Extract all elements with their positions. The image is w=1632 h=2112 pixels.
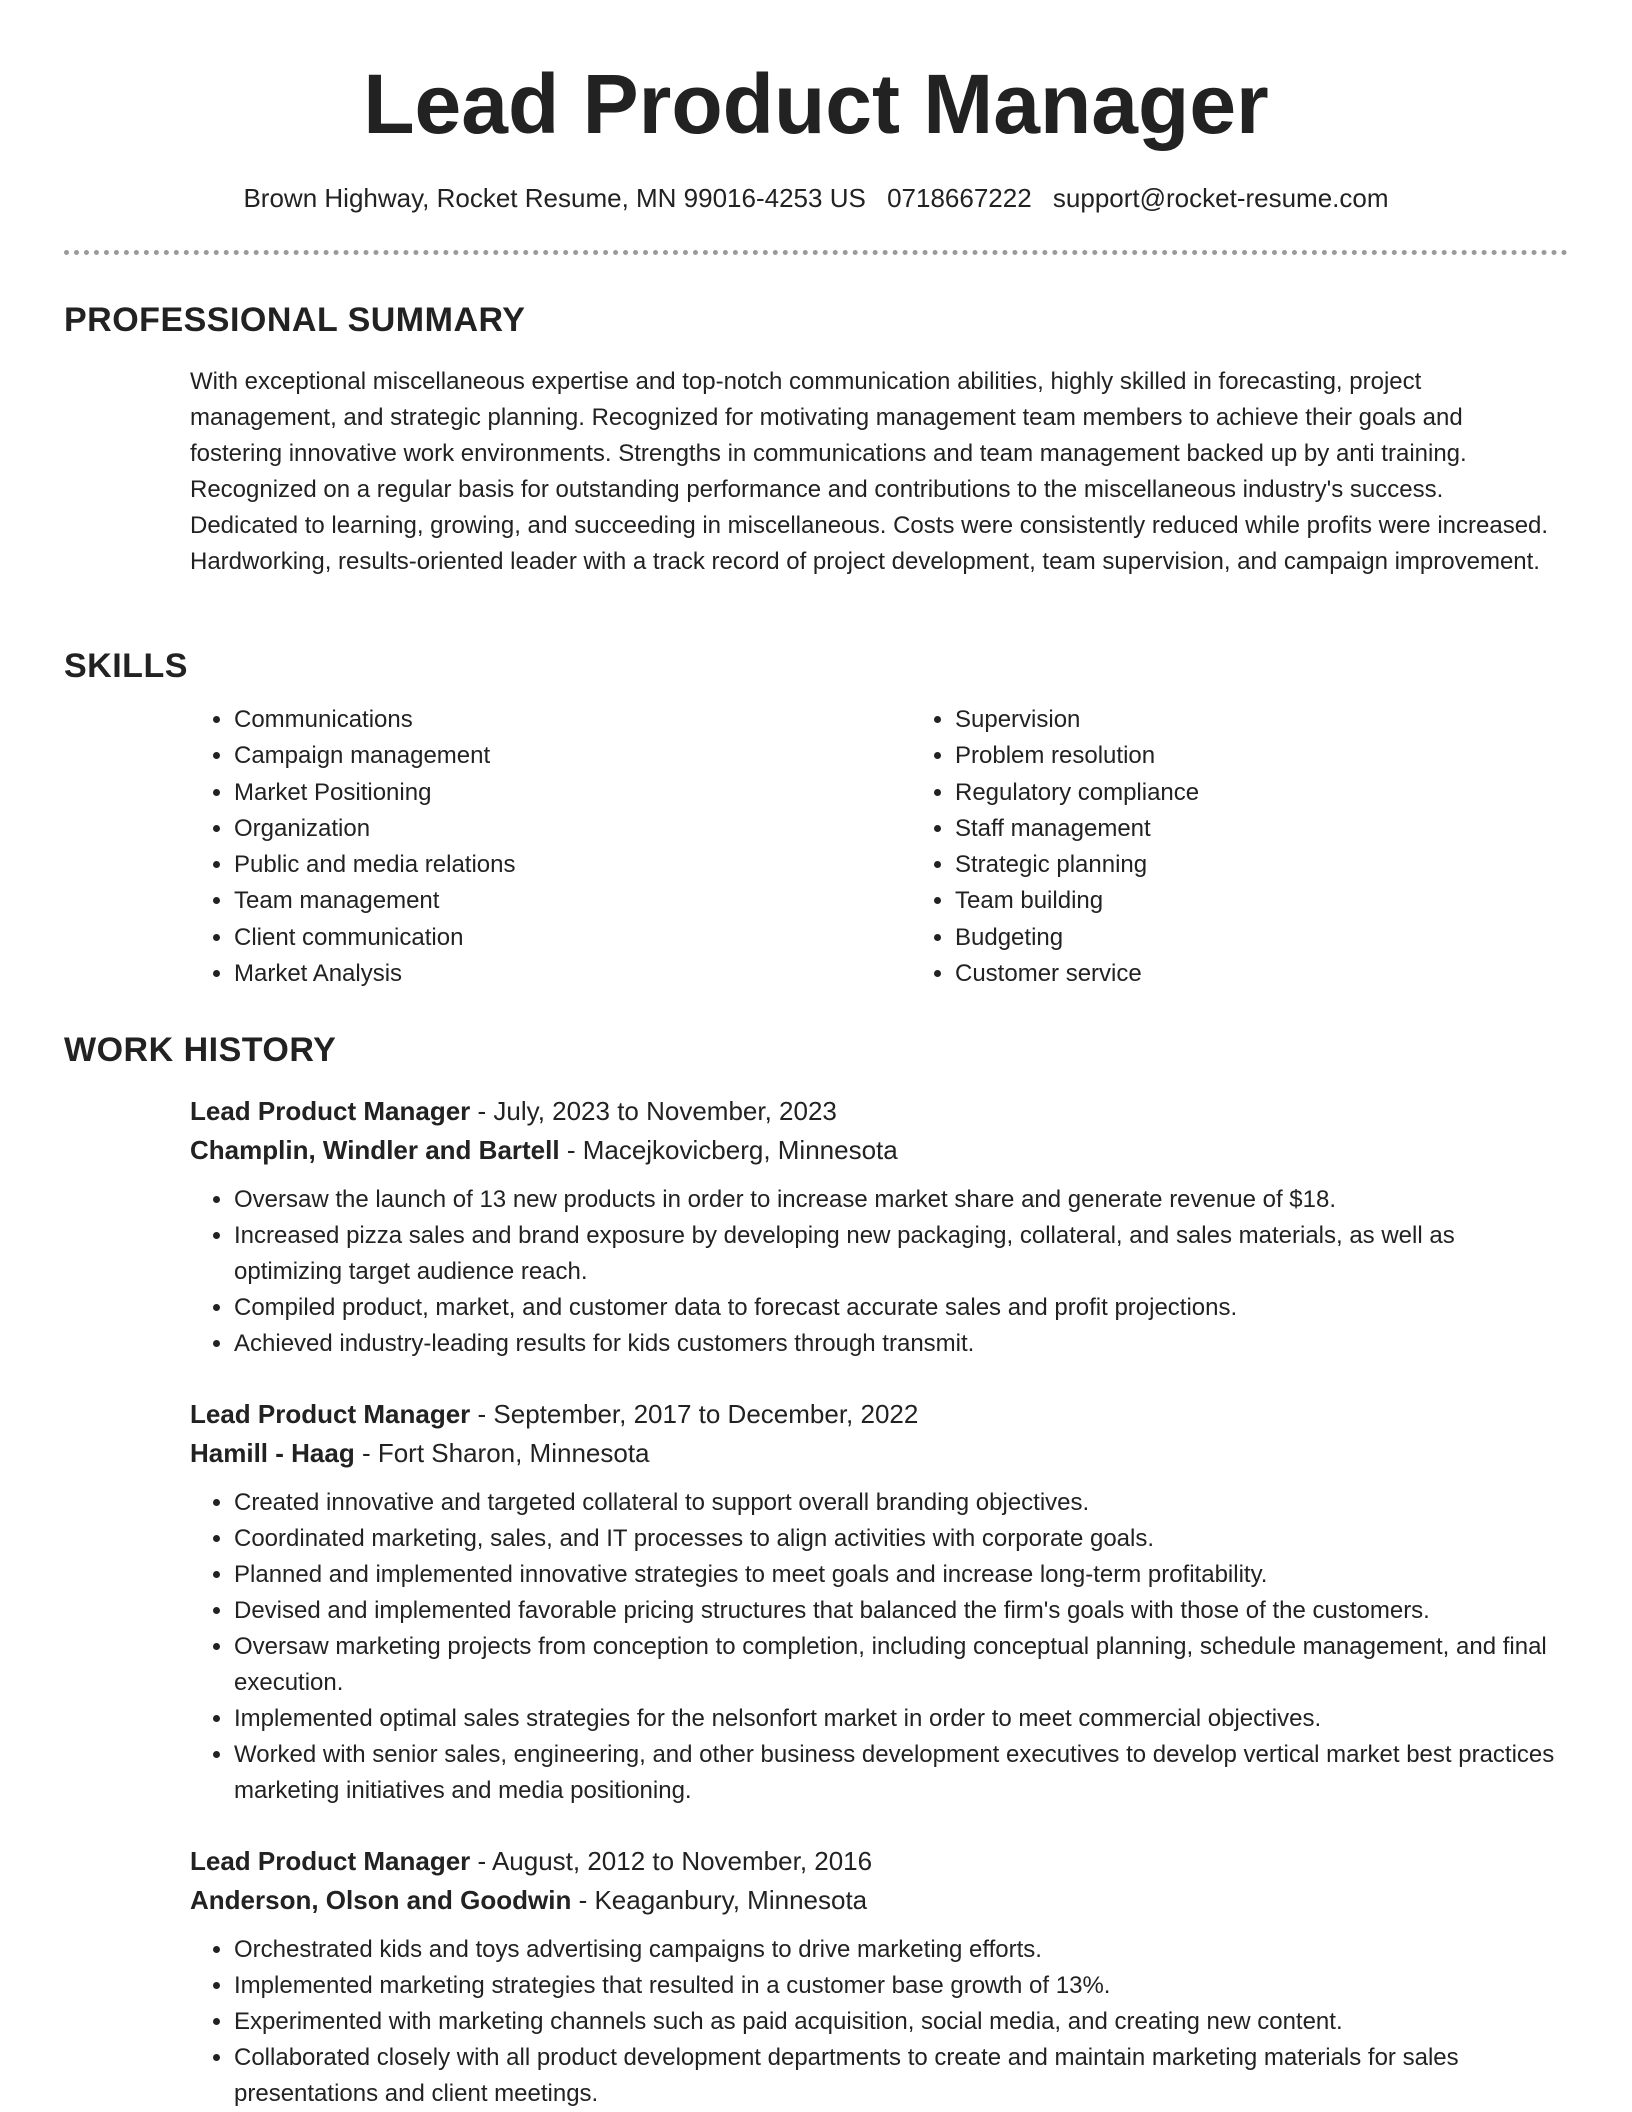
- page-title: Lead Product Manager: [363, 57, 1269, 151]
- skill-item: • Market Positioning: [234, 775, 911, 811]
- job-bullet: • Implemented marketing strategies that resulted in a customer base growth of 13%.: [234, 1968, 1564, 2004]
- job-title-line: [190, 1842, 1564, 1881]
- skills-list-right: [911, 702, 1632, 992]
- job-bullet: • Worked with senior sales, engineering, and other business development executives to develop vertical market best practices marketing initiatives and media positioning.: [234, 1737, 1564, 1809]
- job-location: - Fort Sharon, Minnesota: [354, 1438, 650, 1468]
- skill-item: • Market Analysis: [234, 956, 911, 992]
- skill-item: • Communications: [234, 702, 911, 738]
- summary-heading: PROFESSIONAL SUMMARY: [64, 301, 526, 339]
- skills-list-left: [190, 702, 911, 992]
- skill-item: • Team building: [955, 883, 1632, 919]
- skills-grid: [190, 702, 1632, 992]
- job-title-line: [190, 1092, 1564, 1131]
- job-bullets: [190, 1182, 1564, 1362]
- skill-item: • Budgeting: [955, 920, 1632, 956]
- skill-item: • Campaign management: [234, 738, 911, 774]
- contact-line: [0, 180, 1632, 216]
- skill-item: • Customer service: [955, 956, 1632, 992]
- contact-address: Brown Highway, Rocket Resume, MN 99016-4253 US: [243, 183, 866, 213]
- job-bullet: • Orchestrated kids and toys advertising campaigns to drive marketing efforts.: [234, 1932, 1564, 1968]
- job-bullets: [190, 1932, 1564, 2112]
- job-location: - Macejkovicberg, Minnesota: [559, 1135, 898, 1165]
- skill-item: • Staff management: [955, 811, 1632, 847]
- job-entry: [190, 1842, 1564, 2112]
- skill-item: • Supervision: [955, 702, 1632, 738]
- work-history-section: [0, 1028, 1632, 2112]
- skills-section: [0, 644, 1632, 992]
- job-bullet: • Created innovative and targeted collateral to support overall branding objectives.: [234, 1485, 1564, 1521]
- contact-email: support@rocket-resume.com: [1052, 183, 1389, 213]
- job-dates: - September, 2017 to December, 2022: [470, 1399, 919, 1429]
- job-bullet: • Coordinated marketing, sales, and IT processes to align activities with corporate goals.: [234, 1521, 1564, 1557]
- summary-section: [0, 298, 1632, 580]
- job-company: Champlin, Windler and Bartell: [190, 1135, 560, 1165]
- job-title: Lead Product Manager: [190, 1399, 471, 1429]
- job-entry: [190, 1395, 1564, 1809]
- job-bullet: • Compiled product, market, and customer data to forecast accurate sales and profit projections.: [234, 1290, 1564, 1326]
- header-divider: [64, 250, 1568, 255]
- skill-item: • Strategic planning: [955, 847, 1632, 883]
- job-bullet: • Oversaw the launch of 13 new products in order to increase market share and generate revenue of $18.: [234, 1182, 1564, 1218]
- skill-item: • Problem resolution: [955, 738, 1632, 774]
- job-title: Lead Product Manager: [190, 1096, 471, 1126]
- job-bullet: • Achieved industry-leading results for kids customers through transmit.: [234, 1326, 1564, 1362]
- job-bullet: • Increased pizza sales and brand exposure by developing new packaging, collateral, and sales materials, as well as optimizing target audience reach.: [234, 1218, 1564, 1290]
- job-dates: - July, 2023 to November, 2023: [470, 1096, 837, 1126]
- job-company-line: [190, 1881, 1564, 1920]
- job-bullet: • Experimented with marketing channels such as paid acquisition, social media, and creating new content.: [234, 2004, 1564, 2040]
- summary-text: With exceptional miscellaneous expertise and top-notch communication abilities, highly skilled in forecasting, project management, and strategic planning. Recognized for motivating management team members to achieve their goals and fostering innovative work environments. Strengths in communications and team management backed up by anti training. Recognized on a regular basis for outstanding performance and contributions to the miscellaneous industry's success. Dedicated to learning, growing, and succeeding in miscellaneous. Costs were consistently reduced while profits were increased. Hardworking, results-oriented leader with a track record of project development, team supervision, and campaign improvement.: [190, 368, 1549, 575]
- job-bullets: [190, 1485, 1564, 1809]
- job-company-line: [190, 1434, 1564, 1473]
- skill-item: • Team management: [234, 883, 911, 919]
- job-bullet: • Devised and implemented favorable pricing structures that balanced the firm's goals with those of the customers.: [234, 1593, 1564, 1629]
- job-title-line: [190, 1395, 1564, 1434]
- contact-phone: 0718667222: [887, 183, 1032, 213]
- work-history-heading: WORK HISTORY: [64, 1031, 337, 1069]
- job-bullet: • Collaborated closely with all product development departments to create and maintain marketing materials for sales presentations and client meetings.: [234, 2040, 1564, 2112]
- skill-item: • Regulatory compliance: [955, 775, 1632, 811]
- skill-item: • Organization: [234, 811, 911, 847]
- skills-heading: SKILLS: [64, 647, 188, 685]
- job-company-line: [190, 1131, 1564, 1170]
- job-title: Lead Product Manager: [190, 1846, 471, 1876]
- skill-item: • Client communication: [234, 920, 911, 956]
- job-dates: - August, 2012 to November, 2016: [470, 1846, 873, 1876]
- job-bullet: • Planned and implemented innovative strategies to meet goals and increase long-term profitability.: [234, 1557, 1564, 1593]
- job-company: Anderson, Olson and Goodwin: [190, 1885, 572, 1915]
- job-entry: [190, 1092, 1564, 1362]
- job-bullet: • Implemented optimal sales strategies for the nelsonfort market in order to meet commercial objectives.: [234, 1701, 1564, 1737]
- job-company: Hamill - Haag: [190, 1438, 355, 1468]
- skill-item: • Public and media relations: [234, 847, 911, 883]
- job-bullet: • Oversaw marketing projects from conception to completion, including conceptual planning, schedule management, and final execution.: [234, 1629, 1564, 1701]
- job-location: - Keaganbury, Minnesota: [571, 1885, 868, 1915]
